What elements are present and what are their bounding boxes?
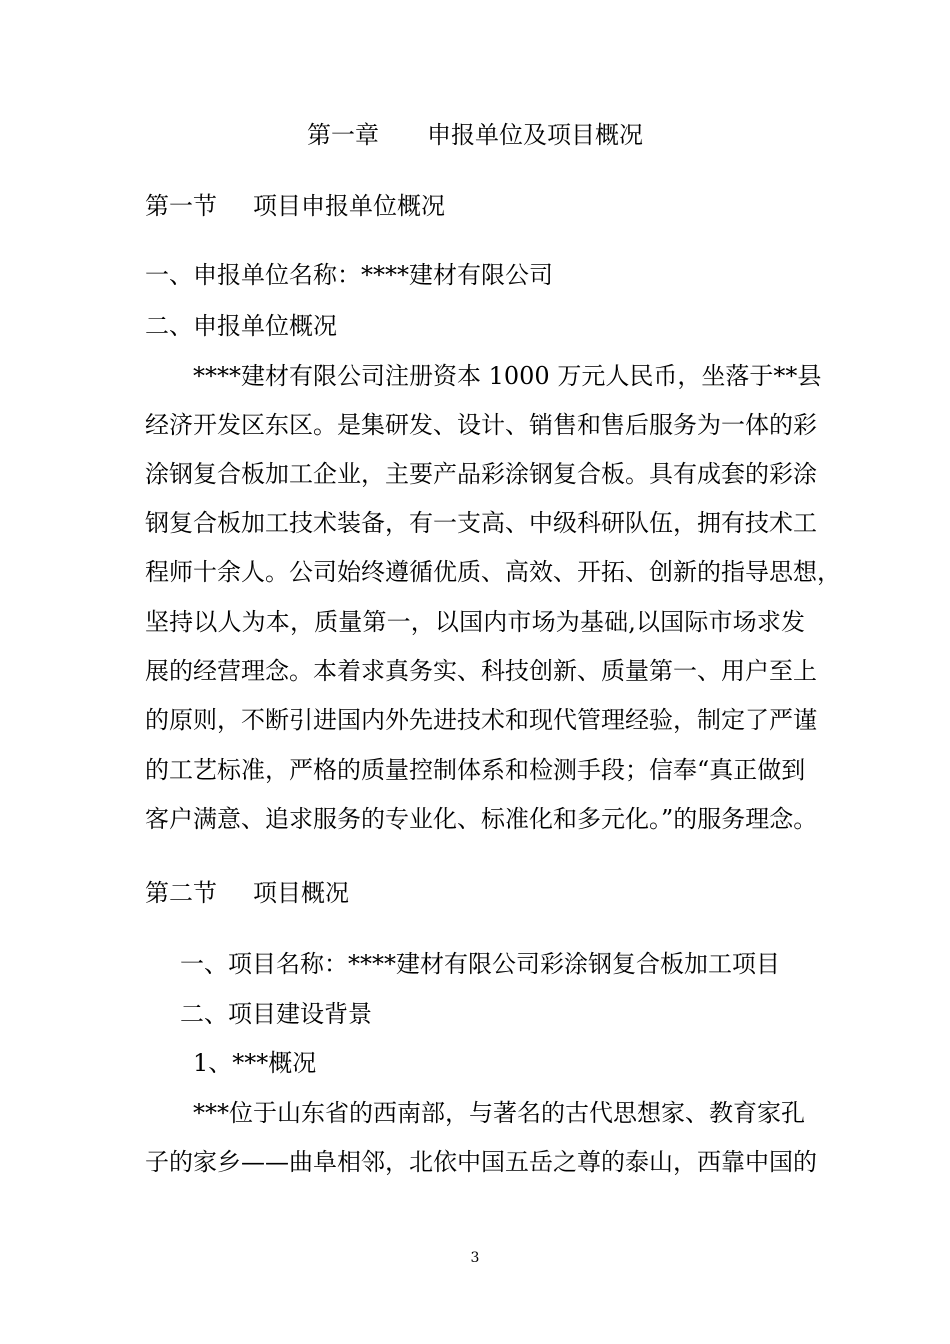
project-background-heading: 二、项目建设背景 <box>180 1000 372 1028</box>
chapter-title: 申报单位及项目概况 <box>427 121 643 149</box>
project-name-item: 一、项目名称：****建材有限公司彩涂钢复合板加工项目 <box>180 950 780 978</box>
paragraph-line: 的工艺标准，严格的质量控制体系和检测手段；信奉“真正做到 <box>145 756 806 784</box>
paragraph-line: 子的家乡——曲阜相邻，北依中国五岳之尊的泰山，西靠中国的 <box>145 1148 817 1176</box>
paragraph-line: 钢复合板加工技术装备，有一支高、中级科研队伍，拥有技术工 <box>145 509 817 537</box>
paragraph-line: 程师十余人。公司始终遵循优质、高效、开拓、创新的指导思想， <box>145 558 841 586</box>
section-heading-2 <box>145 878 349 908</box>
paragraph-line: ****建材有限公司注册资本 1000 万元人民币，坐落于**县 <box>193 362 822 390</box>
subsection-heading: 1、***概况 <box>193 1049 317 1077</box>
paragraph-line: 坚持以人为本，质量第一，以国内市场为基础,以国际市场求发 <box>145 608 805 636</box>
applicant-name-item: 一、申报单位名称：****建材有限公司 <box>145 261 553 289</box>
chapter-heading <box>0 120 950 150</box>
section-number: 第一节 <box>145 192 217 220</box>
paragraph-line: 涂钢复合板加工企业，主要产品彩涂钢复合板。具有成套的彩涂 <box>145 460 817 488</box>
paragraph-line: ***位于山东省的西南部，与著名的古代思想家、教育家孔 <box>193 1099 805 1127</box>
paragraph-line: 的原则，不断引进国内外先进技术和现代管理经验，制定了严谨 <box>145 706 817 734</box>
section-title: 项目概况 <box>253 879 349 907</box>
paragraph-line: 展的经营理念。本着求真务实、科技创新、质量第一、用户至上 <box>145 657 817 685</box>
chapter-number: 第一章 <box>307 121 379 149</box>
section-heading-1 <box>145 191 445 221</box>
section-title: 项目申报单位概况 <box>253 192 445 220</box>
section-number: 第二节 <box>145 879 217 907</box>
page-number: 3 <box>470 1250 480 1266</box>
paragraph-line: 经济开发区东区。是集研发、设计、销售和售后服务为一体的彩 <box>145 411 817 439</box>
applicant-overview-heading: 二、申报单位概况 <box>145 312 337 340</box>
paragraph-line: 客户满意、追求服务的专业化、标准化和多元化。”的服务理念。 <box>145 805 818 833</box>
